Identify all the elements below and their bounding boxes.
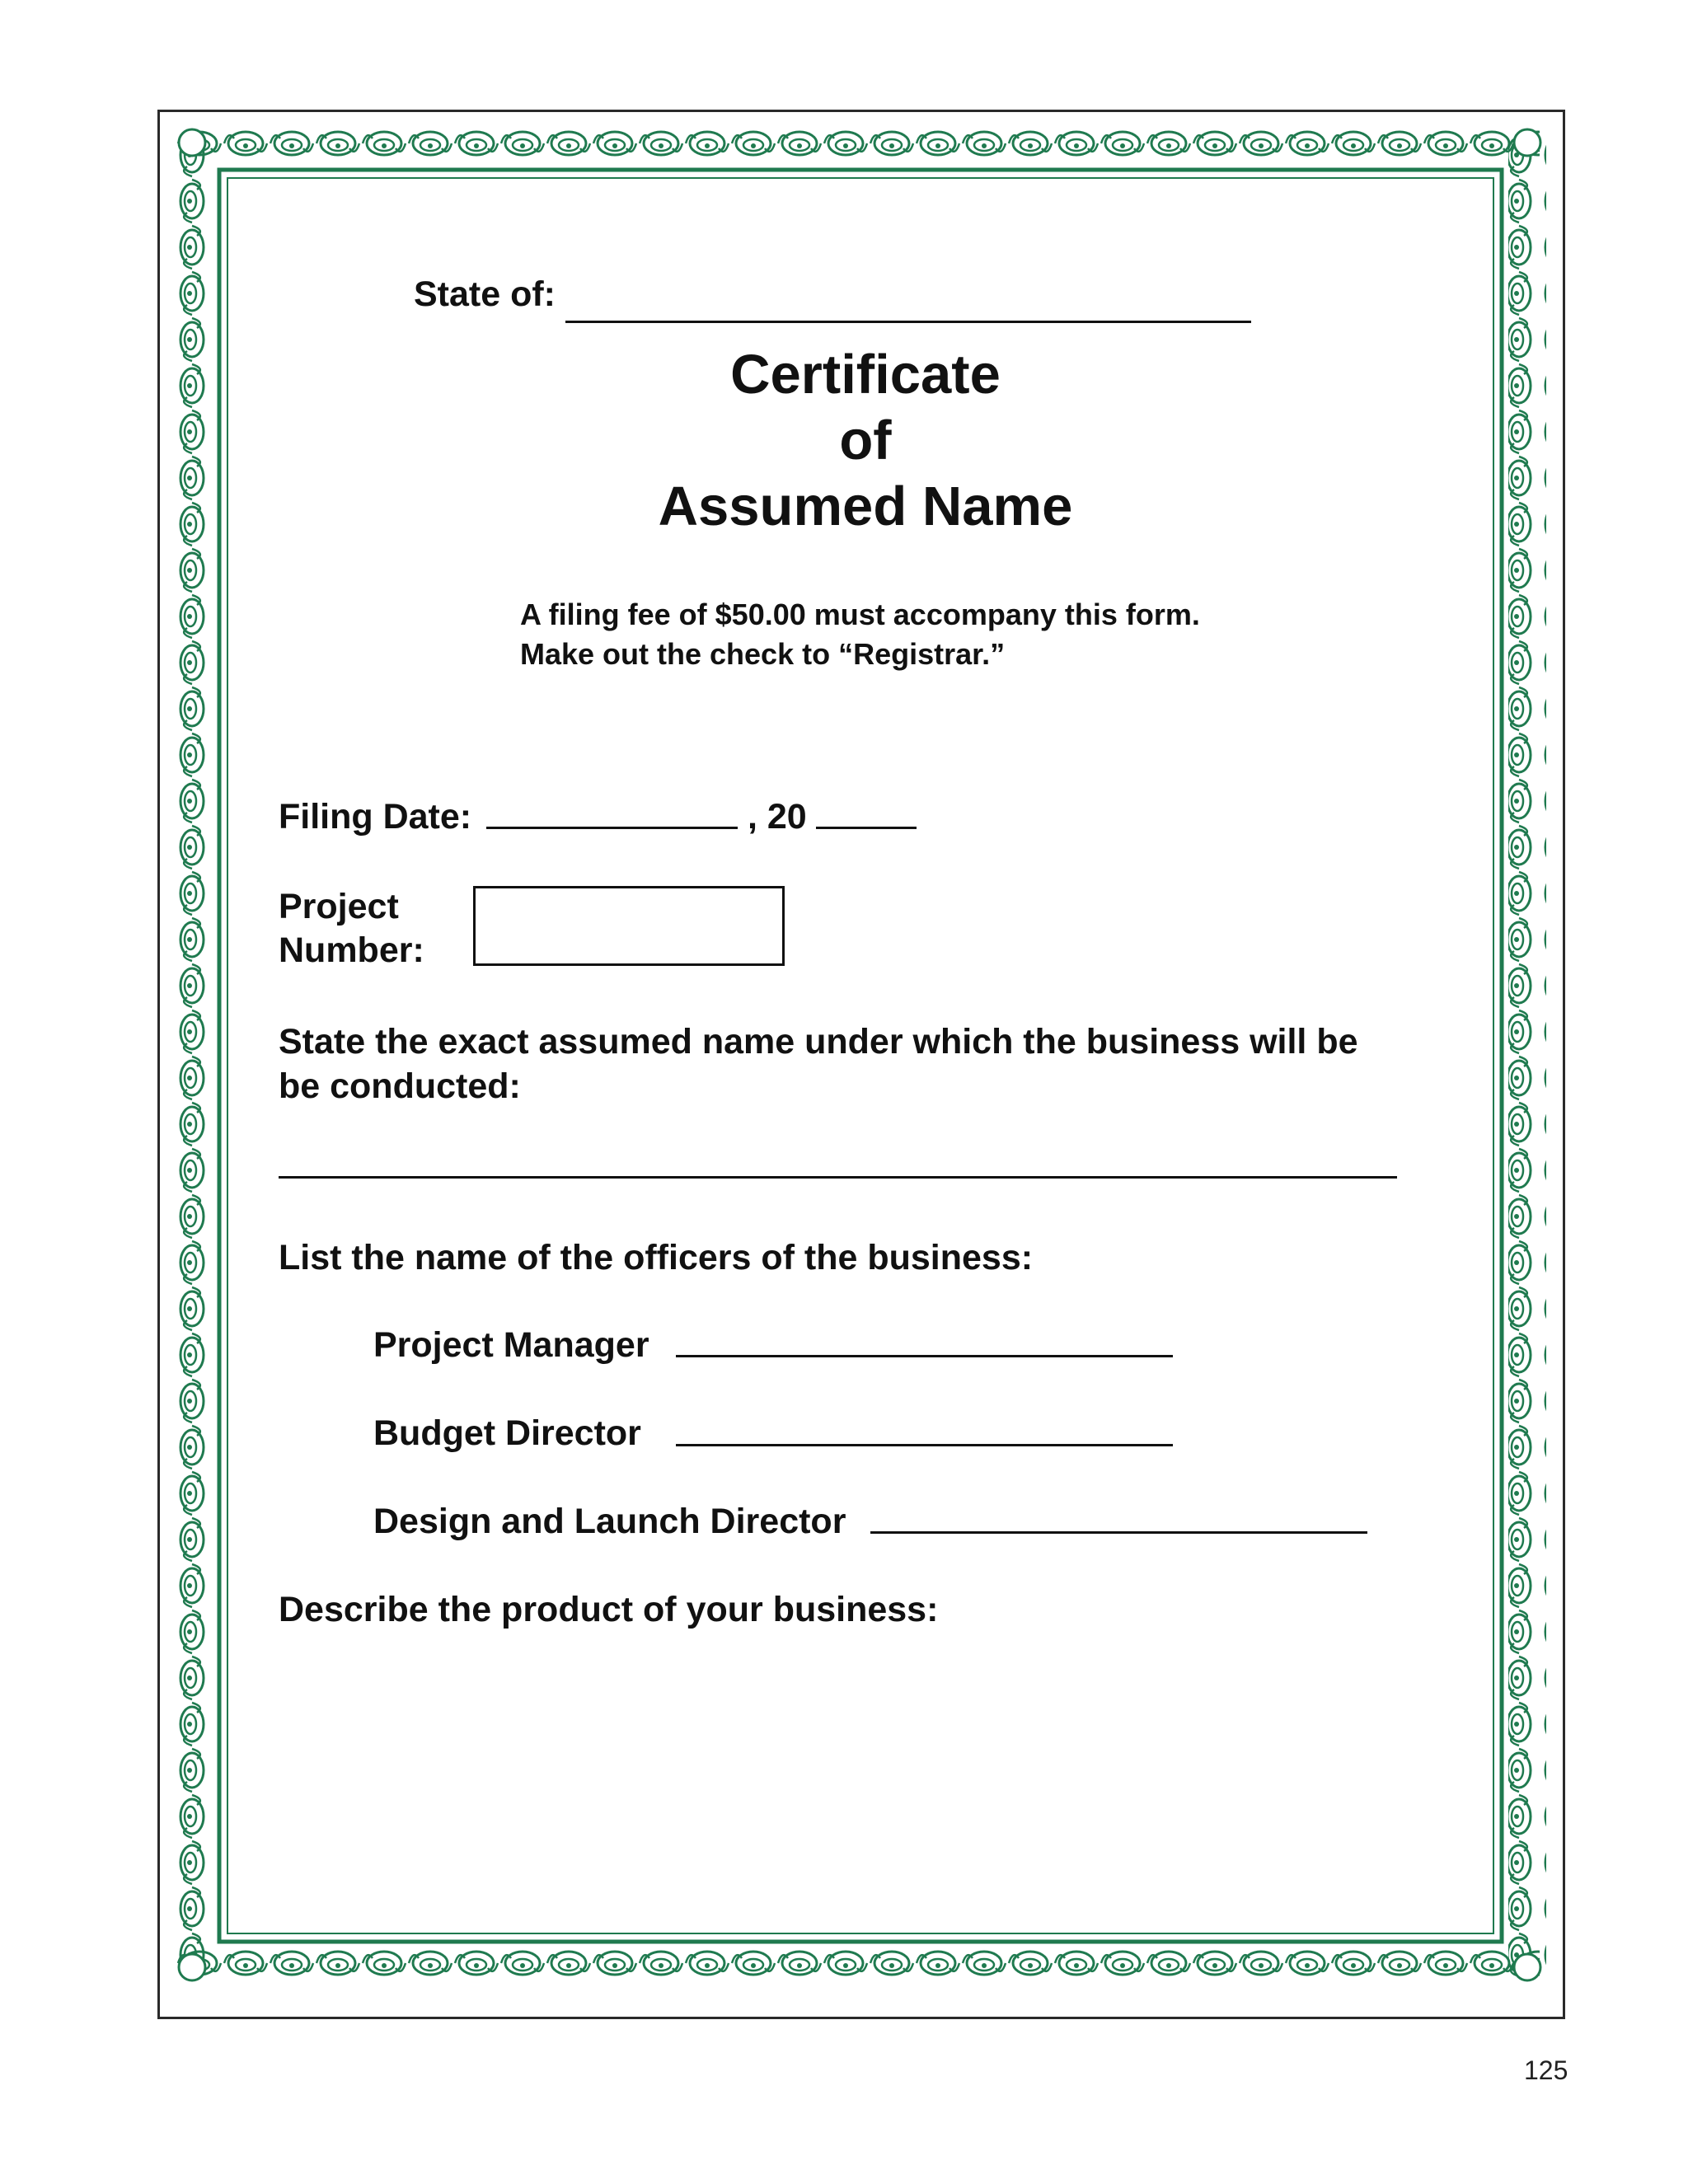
officers-prompt: List the name of the officers of the business: — [279, 1238, 1034, 1277]
project-number-label-line-1: Project — [279, 887, 399, 926]
fee-note-line-2: Make out the check to “Registrar.” — [520, 637, 1006, 671]
project-manager-blank[interactable] — [676, 1355, 1173, 1357]
border-left-band — [173, 132, 211, 1978]
border-top-band — [176, 124, 1540, 162]
officer-budget-director-label: Budget Director — [373, 1413, 641, 1453]
title-line-1: Certificate — [730, 344, 1001, 405]
corner-ornament — [1514, 129, 1540, 156]
officer-design-launch-director-label: Design and Launch Director — [373, 1502, 846, 1541]
filing-fee-note — [520, 595, 1200, 674]
corner-ornament — [179, 129, 205, 156]
corner-ornament — [179, 1954, 205, 1980]
budget-director-blank[interactable] — [676, 1444, 1173, 1446]
project-number-label — [279, 885, 424, 972]
certificate-title — [514, 342, 1217, 540]
design-launch-director-blank[interactable] — [870, 1531, 1367, 1534]
title-line-2: of — [839, 410, 892, 471]
project-number-label-line-2: Number: — [279, 930, 424, 970]
assumed-name-prompt-line-1: State the exact assumed name under which the business will be — [279, 1022, 1358, 1062]
filing-date-blank[interactable] — [486, 827, 738, 829]
filing-year-blank[interactable] — [816, 827, 917, 829]
page-number: 125 — [1524, 2055, 1568, 2085]
border-right-band — [1508, 132, 1546, 1978]
border-bottom-band — [176, 1948, 1540, 1986]
title-line-3: Assumed Name — [658, 476, 1073, 537]
product-prompt: Describe the product of your business: — [279, 1590, 939, 1629]
assumed-name-blank[interactable] — [279, 1176, 1397, 1179]
fee-note-line-1: A filing fee of $50.00 must accompany this form. — [520, 598, 1200, 631]
officer-project-manager-label: Project Manager — [373, 1325, 649, 1365]
state-of-label: State of: — [414, 274, 556, 314]
filing-date-label: Filing Date: — [279, 797, 472, 837]
assumed-name-prompt — [279, 1019, 1358, 1108]
project-number-box[interactable] — [473, 886, 785, 966]
state-of-blank[interactable] — [565, 321, 1251, 323]
corner-ornament — [1514, 1954, 1540, 1980]
assumed-name-prompt-line-2: be conducted: — [279, 1066, 521, 1106]
year-prefix: , 20 — [748, 797, 807, 837]
